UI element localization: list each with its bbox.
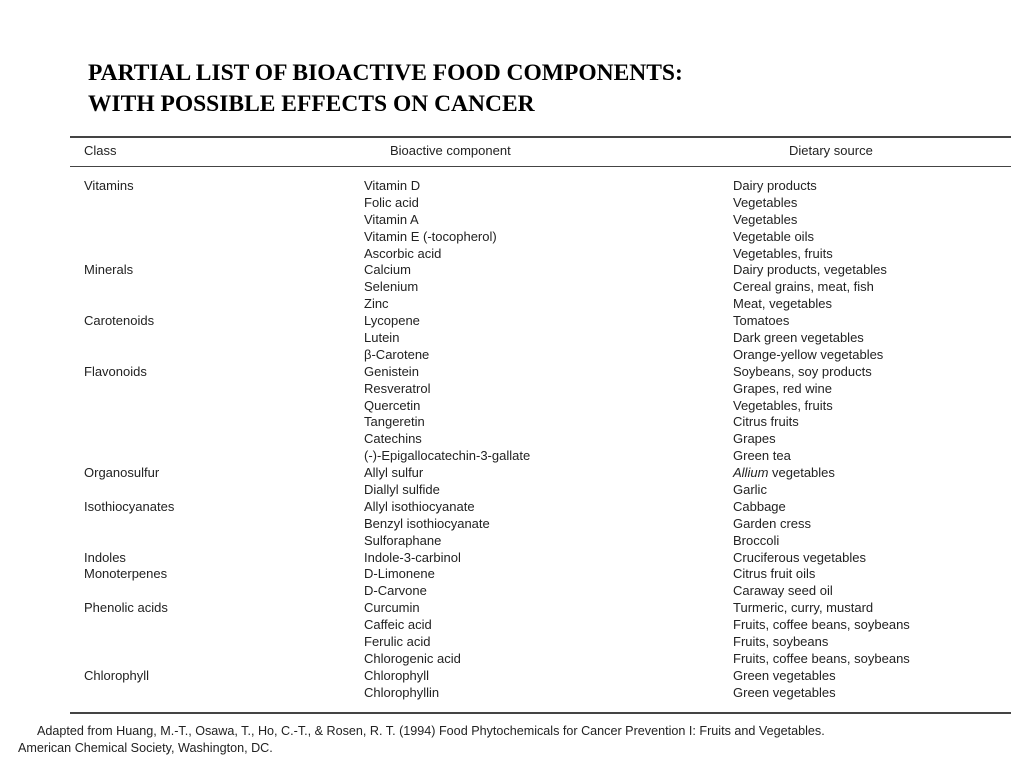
table-row [0,499,1024,516]
cell-dietary-source: Tomatoes [733,313,790,329]
cell-bioactive-component: Chlorogenic acid [364,650,461,666]
table-row [0,600,1024,617]
cell-dietary-source: Citrus fruit oils [733,566,816,582]
table-row [0,533,1024,550]
cell-bioactive-component: Indole-3-carbinol [364,549,461,565]
cell-bioactive-component: Vitamin A [364,211,419,227]
cell-bioactive-component: Zinc [364,296,389,312]
table-row [0,550,1024,567]
cell-dietary-source: Fruits, coffee beans, soybeans [733,650,910,666]
cell-dietary-source-rest: vegetables [768,465,835,481]
cell-dietary-source: Vegetables [733,194,798,210]
cell-bioactive-component: Vitamin E (-tocopherol) [364,228,497,244]
cell-class: Minerals [84,262,134,278]
cell-bioactive-component: Resveratrol [364,380,431,396]
cell-class: Isothiocyanates [84,498,175,514]
table-row [0,212,1024,229]
cell-dietary-source: Green tea [733,448,791,464]
table-row [0,465,1024,482]
cell-bioactive-component: β-Carotene [364,346,430,362]
cell-dietary-source: Turmeric, curry, mustard [733,600,874,616]
source-footnote [18,723,1018,757]
cell-dietary-source: Grapes [733,431,776,447]
table-header [0,143,1024,161]
footnote-line-1: Adapted from Huang, M.-T., Osawa, T., Ho, C.-T., & Rosen, R. T. (1994) Food Phytochemicals for Cancer Prevention I: Fruits and Vegetables. [37,724,825,738]
cell-bioactive-component: (-)-Epigallocatechin-3-gallate [364,448,531,464]
cell-bioactive-component: Curcumin [364,600,420,616]
table-row [0,398,1024,415]
title-line-2: WITH POSSIBLE EFFECTS ON CANCER [88,91,535,117]
cell-dietary-source: Vegetable oils [733,228,814,244]
header-class: Class [84,143,117,158]
table-row [0,566,1024,583]
cell-bioactive-component: Caffeic acid [364,617,432,633]
cell-bioactive-component: Benzyl isothiocyanate [364,515,490,531]
title-line-1: PARTIAL LIST OF BIOACTIVE FOOD COMPONENTS: [88,60,683,86]
page-title [88,58,683,120]
cell-bioactive-component: Allyl isothiocyanate [364,498,475,514]
cell-dietary-source: Orange-yellow vegetables [733,346,884,362]
table-row [0,195,1024,212]
footnote-line-2: American Chemical Society, Washington, DC. [18,741,273,755]
cell-bioactive-component: Folic acid [364,194,419,210]
cell-bioactive-component: D-Limonene [364,566,435,582]
cell-dietary-source: Green vegetables [733,684,836,700]
cell-dietary-source: Grapes, red wine [733,380,832,396]
table-row [0,262,1024,279]
cell-dietary-source [733,465,835,482]
cell-dietary-source: Cabbage [733,498,786,514]
cell-bioactive-component: Ferulic acid [364,634,431,650]
cell-bioactive-component: Tangeretin [364,414,425,430]
cell-dietary-source: Garlic [733,482,767,498]
cell-bioactive-component: Chlorophyll [364,667,430,683]
table-row [0,313,1024,330]
cell-dietary-source: Dark green vegetables [733,330,864,346]
cell-class: Phenolic acids [84,600,168,616]
cell-dietary-source: Broccoli [733,532,780,548]
cell-dietary-source: Fruits, coffee beans, soybeans [733,617,910,633]
table-top-rule [70,136,1011,138]
cell-class: Chlorophyll [84,667,150,683]
cell-class: Flavonoids [84,363,147,379]
table-row [0,583,1024,600]
table-row [0,448,1024,465]
table-row [0,229,1024,246]
table-row [0,381,1024,398]
cell-bioactive-component: Ascorbic acid [364,245,442,261]
cell-bioactive-component: D-Carvone [364,583,427,599]
cell-bioactive-component: Selenium [364,279,419,295]
cell-bioactive-component: Genistein [364,363,419,379]
table-body [0,178,1024,702]
cell-dietary-source: Meat, vegetables [733,296,833,312]
cell-dietary-source: Dairy products [733,178,817,193]
cell-bioactive-component: Quercetin [364,397,421,413]
cell-dietary-source: Garden cress [733,515,812,531]
table-row [0,516,1024,533]
table-row [0,634,1024,651]
cell-bioactive-component: Calcium [364,262,411,278]
table-row [0,482,1024,499]
cell-bioactive-component: Sulforaphane [364,532,442,548]
cell-dietary-source: Dairy products, vegetables [733,262,887,278]
cell-dietary-source: Cruciferous vegetables [733,549,866,565]
cell-bioactive-component: Allyl sulfur [364,465,424,481]
cell-dietary-source: Fruits, soybeans [733,634,829,650]
cell-class: Indoles [84,549,126,565]
cell-dietary-source: Soybeans, soy products [733,363,872,379]
cell-bioactive-component: Diallyl sulfide [364,482,440,498]
table-row [0,364,1024,381]
table-row [0,296,1024,313]
cell-dietary-source: Citrus fruits [733,414,799,430]
header-dietary-source: Dietary source [789,143,873,158]
cell-class: Monoterpenes [84,566,168,582]
cell-bioactive-component: Chlorophyllin [364,684,440,700]
cell-dietary-source: Caraway seed oil [733,583,833,599]
cell-bioactive-component: Catechins [364,431,422,447]
cell-dietary-source: Vegetables [733,211,798,227]
table-row [0,246,1024,263]
table-bottom-rule [70,712,1011,714]
table-header-rule [70,166,1011,167]
table-row [0,414,1024,431]
cell-class: Carotenoids [84,313,155,329]
table-row [0,651,1024,668]
table-row [0,431,1024,448]
cell-class: Vitamins [84,178,134,193]
cell-dietary-source-italic: Allium [733,465,769,481]
cell-class: Organosulfur [84,465,160,481]
table-row [0,279,1024,296]
table-row [0,178,1024,195]
cell-dietary-source: Cereal grains, meat, fish [733,279,874,295]
table-row [0,668,1024,685]
table-row [0,685,1024,702]
table-row [0,347,1024,364]
table-row [0,330,1024,347]
cell-bioactive-component: Lutein [364,330,400,346]
cell-dietary-source: Green vegetables [733,667,836,683]
cell-dietary-source: Vegetables, fruits [733,245,833,261]
table-row [0,617,1024,634]
cell-bioactive-component: Vitamin D [364,178,421,193]
header-bioactive-component: Bioactive component [390,143,511,158]
cell-dietary-source: Vegetables, fruits [733,397,833,413]
cell-bioactive-component: Lycopene [364,313,420,329]
